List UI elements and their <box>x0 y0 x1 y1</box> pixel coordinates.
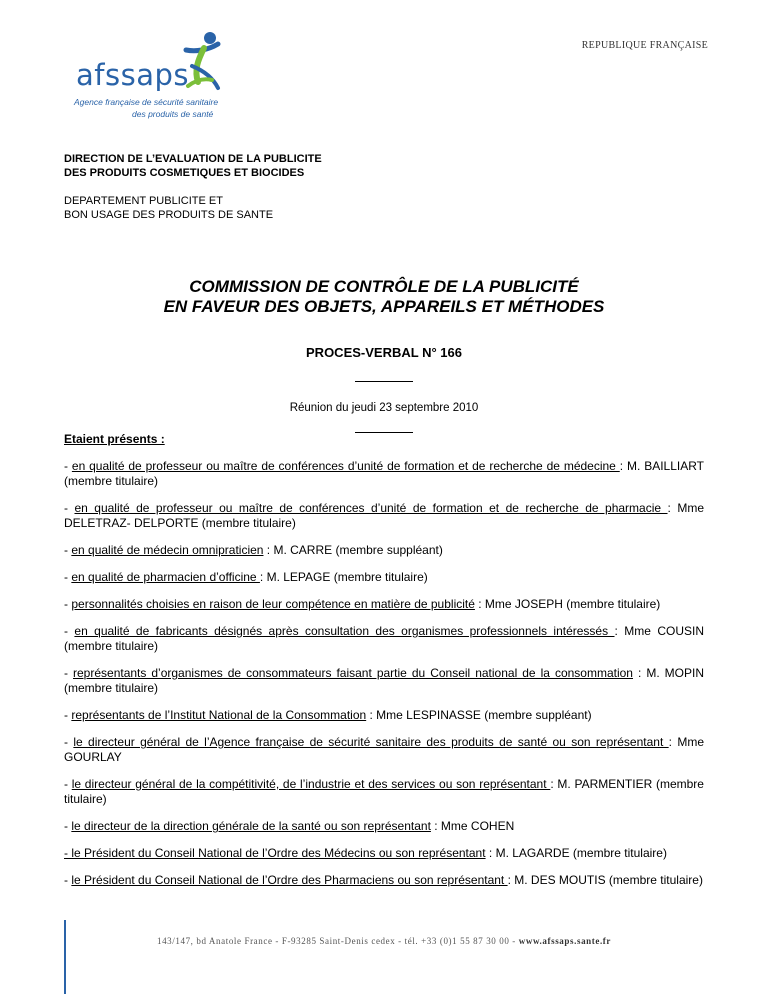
list-item <box>64 846 704 861</box>
member-role: le directeur général de la compétitivité, de l’industrie et des services ou son représentant <box>71 777 551 791</box>
member-name: : M. PARMENTIER (membre titulaire) <box>64 777 704 806</box>
list-item <box>64 708 704 723</box>
republique-francaise: REPUBLIQUE FRANÇAISE <box>581 40 708 51</box>
members-list <box>64 459 704 900</box>
member-prefix: - <box>64 819 72 833</box>
title-line1: COMMISSION DE CONTRÔLE DE LA PUBLICITÉ <box>189 277 579 296</box>
member-role: le directeur général de l’Agence française de sécurité sanitaire des produits de santé ou son représentant <box>73 735 669 749</box>
departement-heading <box>64 194 273 222</box>
member-role: en qualité de pharmacien d’officine <box>71 570 260 584</box>
member-name: : Mme DELETRAZ- DELPORTE (membre titulaire) <box>64 501 704 530</box>
member-role: - le Président du Conseil National de l’Ordre des Médecins ou son représentant <box>64 846 486 860</box>
member-role: représentants d’organismes de consommateurs faisant partie du Conseil national de la consommation <box>73 666 633 680</box>
pv-number: PROCES-VERBAL N° 166 <box>306 345 462 360</box>
member-prefix: - <box>64 666 73 680</box>
list-item <box>64 459 704 489</box>
member-name: : M. CARRE (membre suppléant) <box>263 543 443 557</box>
list-item <box>64 819 704 834</box>
member-prefix: - <box>64 777 72 791</box>
list-item <box>64 777 704 807</box>
member-role: en qualité de professeur ou maître de conférences d’unité de formation et de recherche de médecine <box>71 459 620 473</box>
member-role: représentants de l’Institut National de la Consommation <box>71 708 367 722</box>
member-name: : Mme COHEN <box>430 819 515 833</box>
member-prefix: - <box>64 459 72 473</box>
list-item <box>64 735 704 765</box>
list-item <box>64 543 704 558</box>
logo-wordmark: afssaps <box>76 58 189 92</box>
separator-line <box>355 381 413 382</box>
logo-subtitle-line1: Agence française de sécurité sanitaire <box>74 97 219 107</box>
member-prefix: - <box>64 735 74 749</box>
member-role: en qualité de fabricants désignés après consultation des organismes professionnels intéressés <box>74 624 615 638</box>
member-role: en qualité de médecin omnipraticien <box>71 543 264 557</box>
direction-line1: DIRECTION DE L’EVALUATION DE LA PUBLICITE <box>64 153 322 165</box>
presents-heading: Etaient présents : <box>64 432 165 446</box>
member-name: : M. BAILLIART (membre titulaire) <box>64 459 704 488</box>
member-role: en qualité de professeur ou maître de conférences d’unité de formation et de recherche de pharmacie <box>74 501 668 515</box>
member-name: : Mme COUSIN (membre titulaire) <box>64 624 704 653</box>
departement-line1: DEPARTEMENT PUBLICITE ET <box>64 195 223 207</box>
member-name: : Mme JOSEPH (membre titulaire) <box>474 597 661 611</box>
member-name: : M. DES MOUTIS (membre titulaire) <box>507 873 703 887</box>
document-title <box>0 277 768 317</box>
member-prefix: - <box>64 708 72 722</box>
member-role: personnalités choisies en raison de leur compétence en matière de publicité <box>71 597 475 611</box>
logo-subtitle-line2: des produits de santé <box>132 109 214 119</box>
member-prefix: - <box>64 597 72 611</box>
meeting-date: Réunion du jeudi 23 septembre 2010 <box>289 402 479 414</box>
member-prefix: - <box>64 873 72 887</box>
list-item <box>64 666 704 696</box>
separator-line <box>355 432 413 433</box>
direction-line2: DES PRODUITS COSMETIQUES ET BIOCIDES <box>64 167 305 179</box>
member-role: le Président du Conseil National de l’Ordre des Pharmaciens ou son représentant <box>71 873 508 887</box>
footer-address: 143/147, bd Anatole France - F-93285 Saint-Denis cedex - tél. +33 (0)1 55 87 30 00 - <box>156 936 519 946</box>
footer-website: www.afssaps.sante.fr <box>518 936 612 946</box>
list-item <box>64 597 704 612</box>
direction-heading <box>64 152 322 180</box>
list-item <box>64 873 704 888</box>
footer-accent-bar <box>64 920 66 994</box>
member-role: le directeur de la direction générale de la santé ou son représentant <box>71 819 431 833</box>
member-name: : M. LEPAGE (membre titulaire) <box>259 570 428 584</box>
member-prefix: - <box>64 624 75 638</box>
list-item <box>64 501 704 531</box>
member-prefix: - <box>64 501 75 515</box>
member-name: : M. LAGARDE (membre titulaire) <box>485 846 667 860</box>
title-line2: EN FAVEUR DES OBJETS, APPAREILS ET MÉTHODES <box>163 297 605 316</box>
footer <box>0 936 768 946</box>
list-item <box>64 570 704 585</box>
member-prefix: - <box>64 570 72 584</box>
member-name: : M. MOPIN (membre titulaire) <box>64 666 704 695</box>
departement-line2: BON USAGE DES PRODUITS DE SANTE <box>64 209 274 221</box>
list-item <box>64 624 704 654</box>
afssaps-logo <box>68 30 238 122</box>
member-name: : Mme GOURLAY <box>64 735 704 764</box>
member-prefix: - <box>64 543 72 557</box>
member-name: : Mme LESPINASSE (membre suppléant) <box>366 708 592 722</box>
